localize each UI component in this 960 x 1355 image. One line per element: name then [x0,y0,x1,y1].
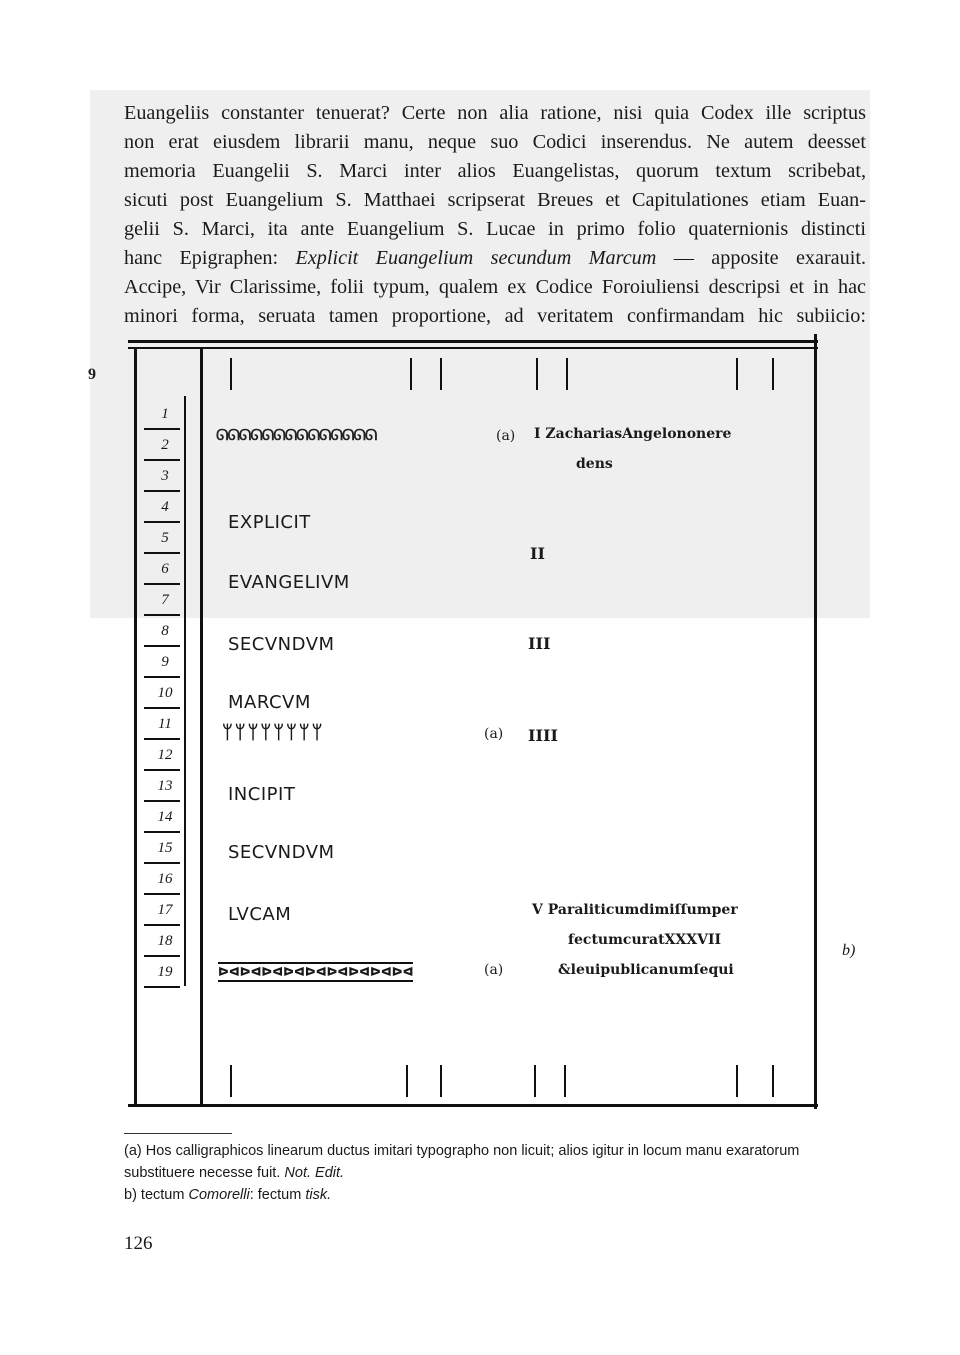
row-number: 8 [161,623,169,639]
lucam-word: LVCAM [228,904,292,925]
bottom-tick [772,1065,774,1097]
marginal-note-5: V Paraliticumdimiſſumper [532,902,738,918]
body-line: memoria Euangelii S. Marci inter alios Euangelistas, quorum textum scribebat, [124,160,866,182]
footnote-b: b) tectum Comorelli: fectum tisk. [124,1187,332,1203]
row-separator [144,924,180,926]
body-line-epigraph: hanc Epigraphen: Explicit Euangelium secundum Marcum — apposite exarauit. [124,247,866,269]
row-number: 19 [157,964,173,980]
bottom-tick [406,1065,408,1097]
frame-top-rule-2 [128,347,818,349]
body-line: sicuti post Euangelium S. Matthaei scripserat Breues et Capitulationes etiam Euan- [124,189,866,211]
row-number: 4 [161,499,169,515]
marginal-note-4: IIII [528,726,558,745]
row-number: 9 [161,654,169,670]
marcum-word: MARCVM [228,692,311,713]
calligraphic-ornament: ᐅᐊᐅᐊᐅᐊᐅᐊᐅᐊᐅᐊᐅᐊᐅᐊᐅᐊ [218,962,413,982]
row-number: 6 [161,561,169,577]
row-number: 15 [157,840,173,856]
frame-top-rule [128,340,818,343]
bottom-tick [230,1065,232,1097]
page-number: 126 [124,1233,153,1254]
evangelium-word: EVANGELIVM [228,572,350,593]
row-separator [144,738,180,740]
row-separator [144,831,180,833]
top-tick [230,358,232,390]
row-separator [144,893,180,895]
explicit-word: EXPLICIT [228,512,311,533]
marginal-note-2: II [530,544,545,563]
epigraph-italic: Explicit Euangelium secundum Marcum [295,247,657,269]
frame-bottom-rule [128,1104,818,1107]
row-number: 17 [157,902,173,918]
row-separator [144,614,180,616]
bottom-tick [534,1065,536,1097]
top-tick [440,358,442,390]
incipit-word: INCIPIT [228,784,296,805]
number-column-rule [184,396,186,986]
top-tick [566,358,568,390]
row-number: 3 [161,468,169,484]
bottom-tick [564,1065,566,1097]
body-line: non erat eiusdem librarii manu, neque suo Codici inserendus. Ne autem deesset [124,131,866,153]
top-tick [736,358,738,390]
frame-left-rule [134,347,137,1107]
top-tick [772,358,774,390]
row-separator [144,459,180,461]
row-separator [144,552,180,554]
row-separator [144,676,180,678]
row-number: 5 [161,530,169,546]
bottom-tick [440,1065,442,1097]
row-number: 13 [157,778,173,794]
row-number: 16 [157,871,173,887]
row-number: 14 [157,809,173,825]
row-separator [144,800,180,802]
body-paragraph [124,99,866,331]
row-number: 12 [157,747,173,763]
marginal-note-1: I ZachariasAngelononere [534,426,732,442]
marginal-note-1b: dens [576,456,613,472]
row-number: 11 [158,716,172,732]
row-separator [144,986,180,988]
bottom-tick [736,1065,738,1097]
row-number: 1 [161,406,169,422]
row-number: 7 [161,592,169,608]
margin-number: 9 [88,366,96,383]
frame-right-rule [814,334,817,1109]
row-separator [144,862,180,864]
marginal-note-3: III [528,634,551,653]
b-footnote-marker: b) [842,942,856,959]
body-line: Accipe, Vir Clarissime, folii typum, qualem ex Codice Foroiuliensi descripsi et in hac [124,276,866,298]
marginal-note-5b: fectumcuratXXXVII [568,932,722,948]
note-a-marker: (a) [484,726,504,742]
body-line: Euangeliis constanter tenuerat? Certe non alia ratione, nisi quia Codex ille scriptus [124,102,866,124]
row-number: 2 [161,437,169,453]
row-separator [144,521,180,523]
row-number: 18 [157,933,173,949]
row-separator [144,645,180,647]
calligraphic-ornament: ᘏᘏᘏᘏᘏᘏᘏᘏᘏᘏᘏᘏᘏᘏ [216,426,377,444]
body-line: gelii S. Marci, ita ante Euangelium S. Lucae in primo folio quaternionis distincti [124,218,866,240]
row-number: 10 [157,685,173,701]
row-separator [144,583,180,585]
manuscript-figure [128,330,828,1120]
footnote-rule [124,1133,232,1134]
top-tick [536,358,538,390]
row-separator [144,490,180,492]
row-separator [144,955,180,957]
secundum-word: SECVNDVM [228,842,335,863]
top-tick [410,358,412,390]
row-separator [144,428,180,430]
note-a-marker: (a) [484,962,504,978]
body-line: minori forma, seruata tamen proportione, ad veritatem confirmandam hic subiicio: [124,305,866,327]
text-column-rule [200,347,203,1107]
row-separator [144,707,180,709]
note-a-marker: (a) [496,428,516,444]
footnote-a: (a) Hos calligraphicos linearum ductus imitari typographo non licuit; alios igitur in locum manu exaratorum substituere necesse fuit. Not. Edit. [124,1143,800,1181]
calligraphic-ornament: ᛘᛘᛘᛘᛘᛘᛘᛘ [222,722,325,743]
row-separator [144,769,180,771]
secundum-word: SECVNDVM [228,634,335,655]
marginal-note-5c: &leuipublicanumſequi [558,962,734,978]
